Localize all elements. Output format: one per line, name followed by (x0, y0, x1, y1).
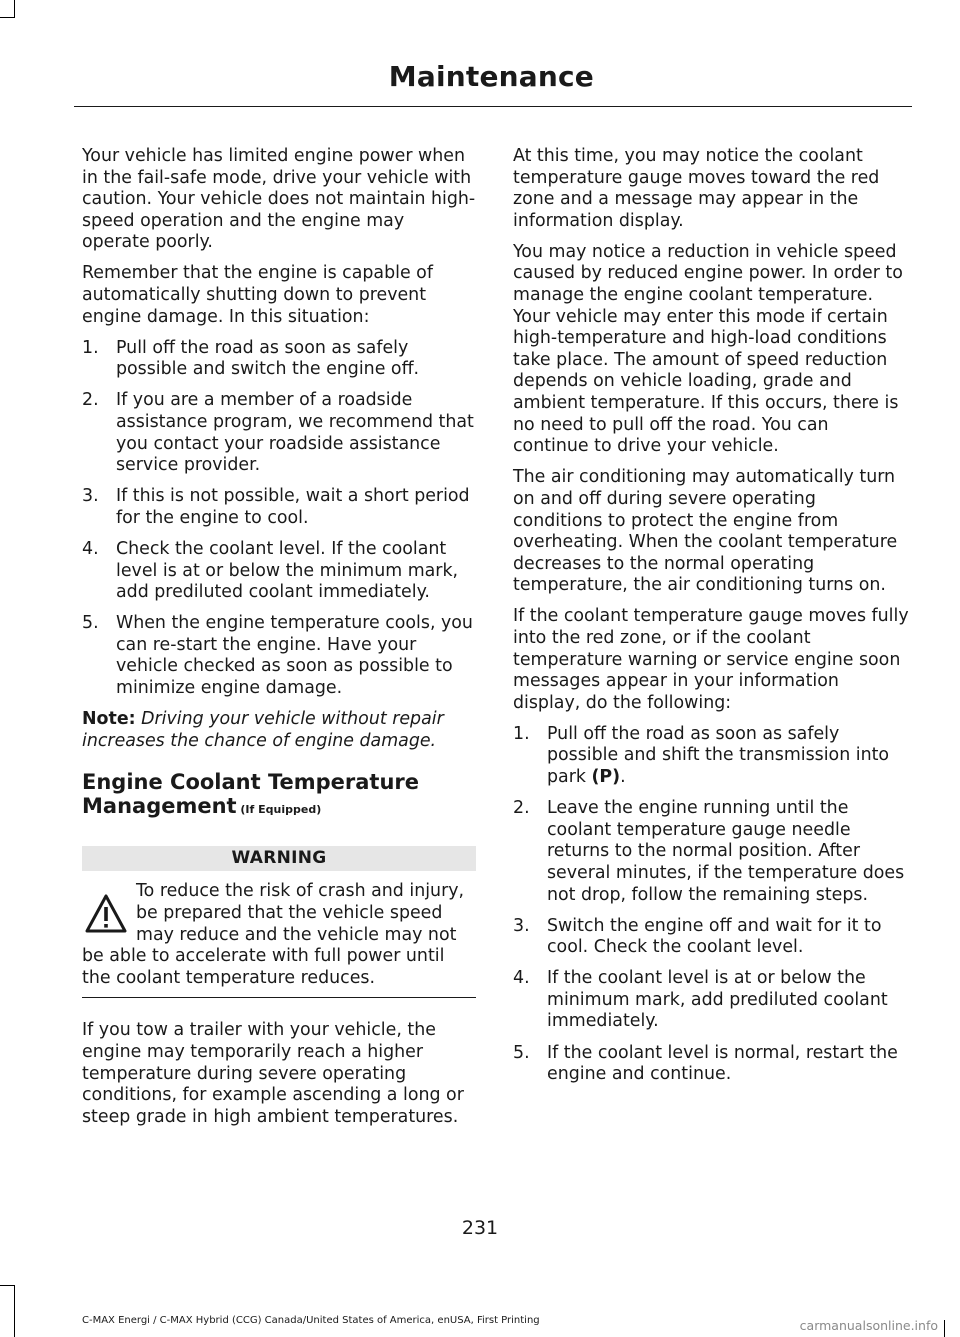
list-item: 5. When the engine temperature cools, you can re-start the engine. Have your vehicle checked as soon as possible to minimize engine damage. (82, 613, 473, 699)
footer-text: C-MAX Energi / C-MAX Hybrid (CCG) Canada/United States of America, enUSA, First Printing (82, 1315, 540, 1326)
list-item: 1. Pull off the road as soon as safely possible and switch the engine off. (82, 337, 420, 380)
warning-triangle-icon (84, 893, 128, 935)
fail-safe-paragraph: Your vehicle has limited engine power when in the fail-safe mode, drive your vehicle with caution. Your vehicle does not maintain high-speed operation and the engine may operate poorly. (82, 146, 476, 253)
right-column (513, 146, 909, 1095)
note-text: Driving your vehicle without repair increases the chance of engine damage. (82, 709, 444, 751)
section-heading: Engine Coolant Temperature Management (If Equipped) (82, 770, 420, 819)
crop-mark-top-left-h (0, 17, 15, 18)
crop-mark-bottom-right (944, 1320, 945, 1337)
red-zone-steps-list (513, 724, 909, 1086)
watermark: carmanualsonline.info (799, 1318, 938, 1333)
page-header-title: Maintenance (388, 60, 594, 93)
warning-rule (82, 997, 476, 998)
list-item: 3. Switch the engine off and wait for it to cool. Check the coolant level. (513, 915, 882, 958)
list-item: 5. If the coolant level is normal, restart the engine and continue. (513, 1042, 898, 1085)
left-column (82, 146, 476, 1138)
warning-box (82, 871, 476, 998)
note-paragraph (82, 709, 476, 752)
auto-shutdown-paragraph: Remember that the engine is capable of automatically shutting down to prevent engine damage. In this situation: (82, 263, 433, 327)
crop-mark-bottom-left-h (0, 1285, 15, 1286)
header-rule (74, 106, 912, 107)
crop-mark-top-left (14, 0, 15, 18)
list-item: 1. Pull off the road as soon as safely possible and shift the transmission into park (P). (513, 723, 890, 788)
list-item: 2. If you are a member of a roadside assistance program, we recommend that you contact your roadside assistance service provider. (82, 390, 474, 476)
shutdown-steps-list (82, 338, 476, 700)
air-conditioning-paragraph: The air conditioning may automatically turn on and off during severe operating conditions to protect the engine from overheating. When the coolant temperature decreases to the normal operating temperature, the air conditioning turns on. (513, 467, 898, 596)
warning-header: WARNING (82, 846, 476, 871)
red-zone-paragraph: If the coolant temperature gauge moves fully into the red zone, or if the coolant temperature warning or service engine soon messages appear in your information display, do the following: (513, 606, 909, 713)
towing-paragraph: If you tow a trailer with your vehicle, the engine may temporarily reach a higher temperature during severe operating conditions, for example ascending a long or steep grade in high ambient temperatures. (82, 1020, 464, 1127)
crop-mark-bottom-left (14, 1285, 15, 1337)
speed-reduction-paragraph: You may notice a reduction in vehicle speed caused by reduced engine power. In order to manage the engine coolant temperature. Your vehicle may enter this mode if certain high-temperature and high-load conditions take place. The amount of speed reduction depends on vehicle loading, grade and ambient temperature. If this occurs, there is no need to pull off the road. You can continue to drive your vehicle. (513, 241, 903, 457)
list-item: 3. If this is not possible, wait a short period for the engine to cool. (82, 486, 470, 528)
gauge-paragraph: At this time, you may notice the coolant temperature gauge moves toward the red zone and a message may appear in the information display. (513, 146, 880, 231)
list-item: 4. Check the coolant level. If the coolant level is at or below the minimum mark, add prediluted coolant immediately. (82, 539, 459, 603)
park-gear-label: (P) (591, 767, 621, 788)
warning-text: To reduce the risk of crash and injury, be prepared that the vehicle speed may reduce and the vehicle may not be able to accelerate with full power until the coolant temperature reduces. (82, 881, 465, 988)
list-item: 2. Leave the engine running until the coolant temperature gauge needle returns to the normal position. After several minutes, if the temperature does not drop, follow the remaining steps. (513, 798, 905, 905)
page-number: 231 (461, 1217, 499, 1239)
note-label: Note: (82, 709, 136, 730)
if-equipped-label: (If Equipped) (236, 803, 322, 817)
list-item: 4. If the coolant level is at or below the minimum mark, add prediluted coolant immediately. (513, 968, 888, 1032)
